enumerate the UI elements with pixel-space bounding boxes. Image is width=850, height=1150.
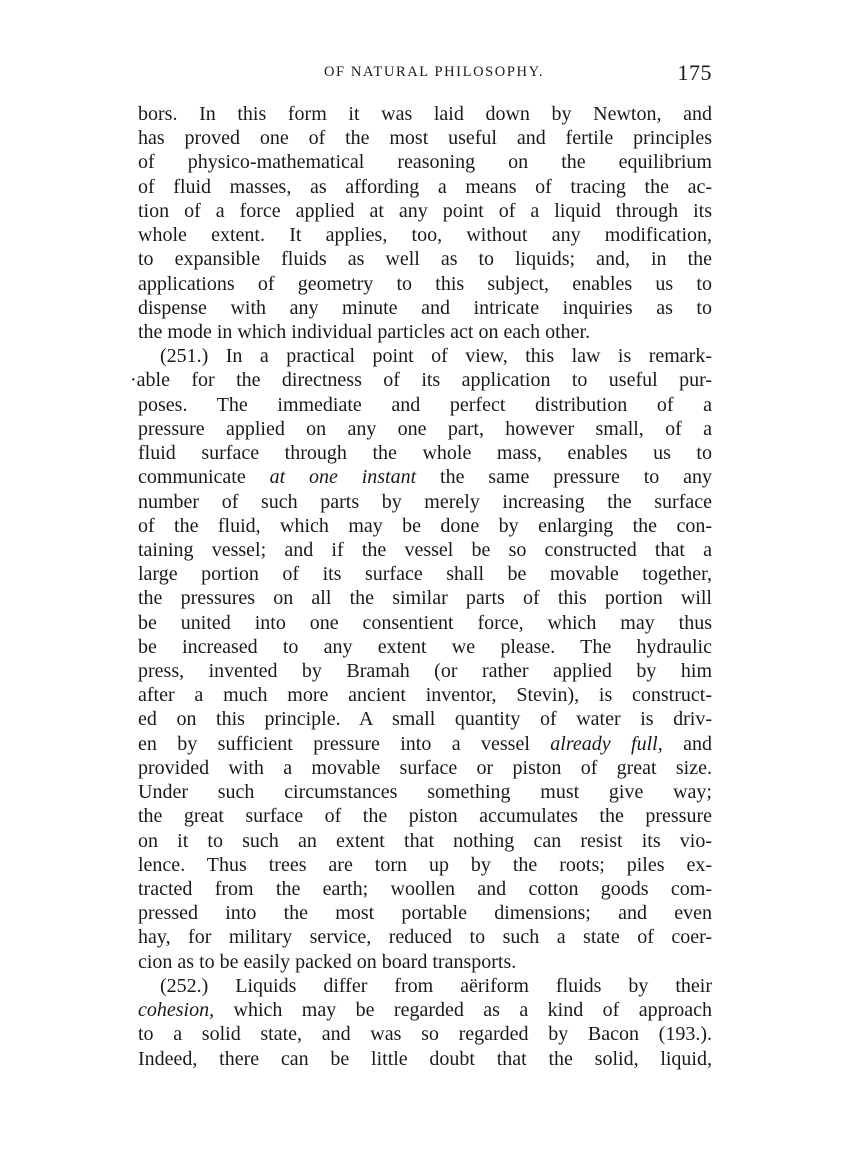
text-segment: number of such parts by merely increasing the surface xyxy=(138,490,712,513)
text-line xyxy=(138,320,712,344)
text-line xyxy=(138,756,712,780)
page-number: 175 xyxy=(677,60,712,85)
text-line xyxy=(130,368,712,392)
text-segment: en by sufficient pressure into a vessel xyxy=(138,732,551,755)
text-segment: large portion of its surface shall be movable together, xyxy=(138,563,712,586)
text-line xyxy=(138,102,712,126)
text-segment: poses. The immediate and perfect distribution of a xyxy=(138,393,712,416)
text-segment: the great surface of the piston accumulates the pressure xyxy=(138,805,712,828)
text-segment: ed on this principle. A small quantity of water is driv- xyxy=(138,708,712,731)
text-line xyxy=(138,877,712,901)
text-line xyxy=(138,901,712,925)
text-segment: bors. In this form it was laid down by Newton, and xyxy=(138,103,712,125)
text-line xyxy=(138,1022,712,1046)
text-segment: on it to such an extent that nothing can resist its vio- xyxy=(138,829,712,852)
text-line xyxy=(138,683,712,707)
text-segment: of fluid masses, as affording a means of tracing the ac- xyxy=(138,175,712,198)
text-segment: Indeed, there can be little doubt that the solid, liquid, xyxy=(138,1047,712,1070)
text-line xyxy=(138,465,712,489)
text-line xyxy=(138,272,712,296)
text-line xyxy=(138,199,712,223)
italic-text: already full, xyxy=(550,732,663,755)
text-segment: taining vessel; and if the vessel be so constructed that a xyxy=(138,538,712,561)
text-segment: lence. Thus trees are torn up by the roots; piles ex- xyxy=(138,853,712,876)
text-segment: of the fluid, which may be done by enlarging the con- xyxy=(138,514,712,537)
text-segment: tion of a force applied at any point of a liquid through its xyxy=(138,199,712,222)
text-segment: applications of geometry to this subject, enables us to xyxy=(138,272,712,295)
text-line xyxy=(138,126,712,150)
italic-text: at one instant xyxy=(269,466,417,489)
text-line xyxy=(138,175,712,199)
text-segment: whole extent. It applies, too, without any modification, xyxy=(138,224,712,247)
text-line xyxy=(138,974,712,998)
text-line xyxy=(138,925,712,949)
text-line xyxy=(138,659,712,683)
text-line xyxy=(138,393,712,417)
text-line xyxy=(138,732,712,756)
text-line xyxy=(138,853,712,877)
text-line xyxy=(138,562,712,586)
running-head xyxy=(138,62,712,90)
text-line xyxy=(138,586,712,610)
italic-text: cohesion, xyxy=(138,999,215,1022)
text-segment: (252.) Liquids differ from aëriform fluids by their xyxy=(160,974,712,997)
text-segment: ·able for the directness of its application to useful pur- xyxy=(130,369,712,392)
text-line xyxy=(138,829,712,853)
text-line xyxy=(138,417,712,441)
text-segment: and xyxy=(662,732,712,755)
text-line xyxy=(138,296,712,320)
text-segment: Under such circumstances something must give way; xyxy=(138,781,712,804)
text-segment: (251.) In a practical point of view, this law is remark- xyxy=(160,345,712,368)
text-line xyxy=(138,247,712,271)
text-line xyxy=(138,538,712,562)
text-line xyxy=(138,998,712,1022)
text-segment: of physico-mathematical reasoning on the equilibrium xyxy=(138,151,712,174)
text-segment: the same pressure to any xyxy=(416,466,713,489)
text-segment: after a much more ancient inventor, Stevin), is construct- xyxy=(138,684,712,707)
text-line xyxy=(138,441,712,465)
text-segment: tracted from the earth; woollen and cotton goods com- xyxy=(138,878,712,900)
text-segment: communicate xyxy=(138,466,270,489)
text-segment: press, invented by Bramah (or rather applied by him xyxy=(138,660,712,683)
text-segment: to a solid state, and was so regarded by Bacon (193.). xyxy=(138,1023,712,1046)
text-line xyxy=(138,780,712,804)
text-segment: provided with a movable surface or piston of great size. xyxy=(138,756,712,779)
text-line xyxy=(138,707,712,731)
text-segment: hay, for military service, reduced to such a state of coer- xyxy=(138,926,712,949)
body-text xyxy=(130,102,713,1071)
text-segment: the pressures on all the similar parts of this portion will xyxy=(138,587,712,610)
text-line xyxy=(138,1047,712,1071)
text-segment: pressure applied on any one part, however small, of a xyxy=(138,417,712,440)
text-segment: pressed into the most portable dimensions; and even xyxy=(138,902,712,925)
text-segment: be increased to any extent we please. The hydraulic xyxy=(138,635,712,658)
text-line xyxy=(138,514,712,538)
text-line xyxy=(138,490,712,514)
text-line xyxy=(138,635,712,659)
text-line xyxy=(138,611,712,635)
text-segment: dispense with any minute and intricate inquiries as to xyxy=(138,296,712,319)
text-line xyxy=(138,950,712,974)
text-segment: has proved one of the most useful and fertile principles xyxy=(138,127,712,150)
text-line xyxy=(138,150,712,174)
text-line xyxy=(138,344,712,368)
text-segment: which may be regarded as a kind of approach xyxy=(214,999,712,1022)
text-line xyxy=(138,223,712,247)
text-segment: to expansible fluids as well as to liquids; and, in the xyxy=(138,248,712,271)
text-segment: fluid surface through the whole mass, enables us to xyxy=(138,442,712,465)
text-line xyxy=(138,804,712,828)
running-title: OF NATURAL PHILOSOPHY. xyxy=(323,64,545,80)
text-segment: the mode in which individual particles act on each other. xyxy=(138,320,591,343)
text-segment: be united into one consentient force, which may thus xyxy=(138,611,712,634)
text-segment: cion as to be easily packed on board transports. xyxy=(138,950,517,973)
